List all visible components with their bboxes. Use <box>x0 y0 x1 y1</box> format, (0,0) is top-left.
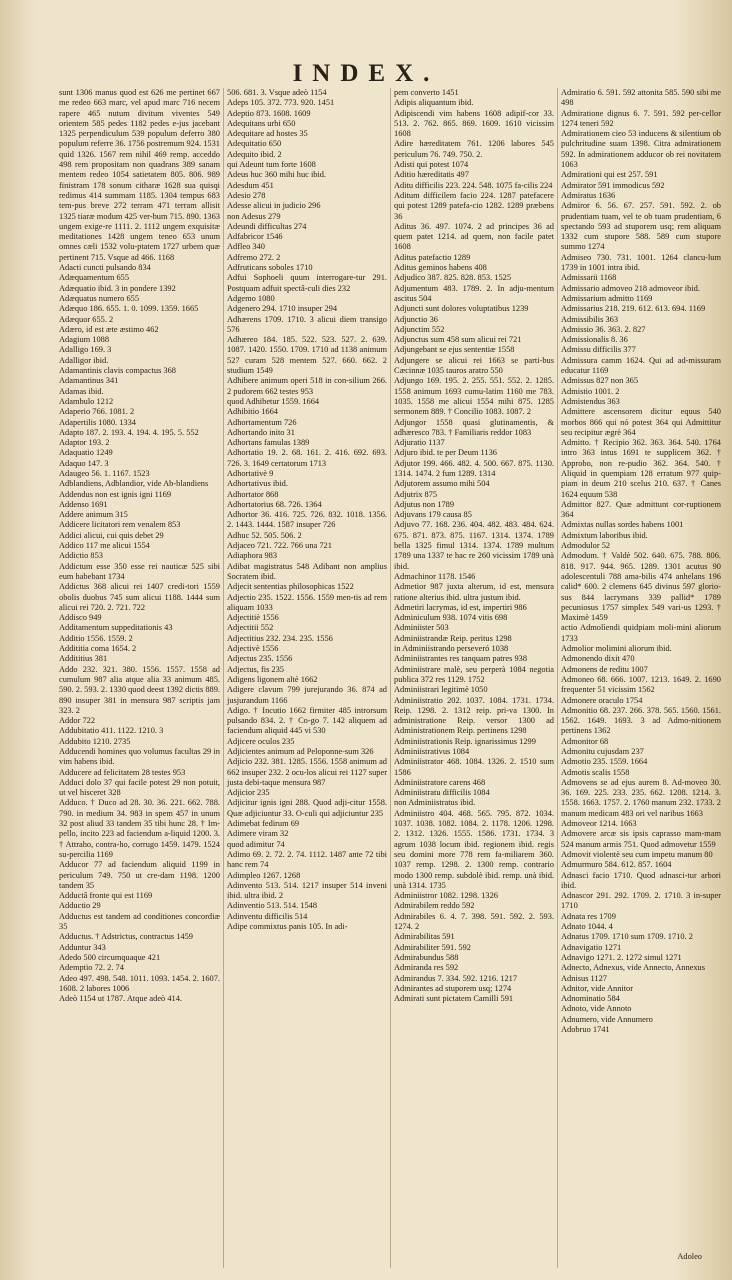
index-entry: Adhuc 52. 505. 506. 2 <box>227 530 302 540</box>
index-entry: Adigens ligonem altè 1662 <box>227 674 318 684</box>
index-entry: Adminiistror 1082. 1298. 1326 <box>394 891 498 901</box>
index-entry: Admodum. † Valdè 502. 640. 675. 788. 806. 818. 917. 944. 965. 1289. 1301 acutus 90 adolescentuli 788 ama-bilis 474 anhelans 196 calid* 600. 2 clemens 645 divinus 597 glorio-sus 844 lacrymans 339 pallid* 1789 pecuniosus 1757 simplex 549 vari-us 1293. † Maximè 1459 <box>561 551 721 623</box>
index-entry: Adnominatio 584 <box>561 994 620 1004</box>
index-entry: Adipiscendi vim habens 1608 adipif-cor 33. 513. 2. 762. 865. 869. 1609. 1610 vicissim 1608 <box>394 108 554 139</box>
index-entry: 506. 681. 3. Vsque adeò 1154 <box>227 88 327 97</box>
index-entry: Admiratus 1636 <box>561 190 616 200</box>
index-entry: Adjudico 387. 825. 828. 853. 1525 <box>394 273 512 283</box>
index-entry: Admirantes ad stuporem usq; 1274 <box>394 983 512 993</box>
index-entry: Addictum esse 350 esse rei nauticæ 525 sibi eum habebant 1734 <box>59 561 220 581</box>
index-entry: qui Adeunt tum forte 1608 <box>227 160 316 170</box>
index-entry: Adjuncti sunt dolores voluptatibus 1239 <box>394 304 529 314</box>
index-entry: Adimere viram 32 <box>227 829 289 839</box>
index-entry: Adinvento 513. 514. 1217 insuper 514 inveni ibid. ultra ibid. 2 <box>227 880 387 901</box>
index-entry: Addor 722 <box>59 716 96 726</box>
index-entry: Adhortando inito 31 <box>227 427 295 437</box>
index-entry: Addenso 1691 <box>59 499 108 509</box>
index-entry: Adequitatio 650 <box>227 139 282 149</box>
index-entry: Adminiistrator 468. 1084. 1326. 2. 1510 sum 1586 <box>394 757 554 777</box>
index-entry: Admotio 235. 1559. 1664 <box>561 757 648 767</box>
index-entry: Adedo 500 circumquaque 421 <box>59 952 161 962</box>
index-entry: Adæquatus numero 655 <box>59 293 140 303</box>
index-entry: Admitto. † Recipio 362. 363. 364. 540. 1764 intro 363 intus 1691 te supplicem 362. † Approbo, non re-pudio 362. 364. 540. † Aliquid in quempiam 128 erratum 977 quip-piam in deum 210 scelus 210. 637. † Canes 1624 equum 538 <box>561 438 721 499</box>
index-entry: Additamentum suppeditationis 43 <box>59 623 173 633</box>
index-entry: Adductâ fronte qui est 1169 <box>59 891 153 901</box>
index-entry: Admittor 827. Quæ admittunt cor-ruptionem 364 <box>561 499 721 520</box>
index-entry: Addo 232. 321. 380. 1556. 1557. 1558 ad cumulum 987 alia atque alia 33 animum 485. 590. 2. 593. 2. 1330 quod deest 1392 dictis 889. 890 insuper 381 in mensura 987 scriptis jam 323. 2 <box>59 664 220 715</box>
index-entry: Adjicientes animum ad Peloponne-sum 326 <box>227 747 374 756</box>
index-entry: Adesse alicui in judicio 296 <box>227 201 321 211</box>
index-entry: Admistio 1001. 2 <box>561 386 620 396</box>
index-entry: Adigere clavum 799 jurejurando 36. 874 ad jusjurandum 1166 <box>227 685 387 705</box>
index-entry: Adjectitiè 1556 <box>227 613 279 623</box>
index-entry: Adminiculum 938. 1074 vitis 698 <box>394 613 508 623</box>
index-entry: Adalligor ibid. <box>59 355 109 365</box>
index-entry: Adnavigo 1271. 2. 1272 simul 1271 <box>561 952 682 962</box>
index-entry: non Adesus 279 <box>227 211 281 221</box>
index-entry: Adiaphora 983 <box>227 551 278 561</box>
index-entry: Adjunctus sum 458 sum alicui rei 721 <box>394 335 522 345</box>
index-entry: Adjumentum 483. 1789. 2. In adju-mentum ascitus 504 <box>394 283 554 303</box>
index-entry: Adductus est tandem ad conditiones concordiæ 35 <box>59 911 220 932</box>
index-entry: Adæquo 186. 655. 1. 0. 1099. 1359. 1665 <box>59 304 199 314</box>
index-entry: Adduco. † Duco ad 28. 30. 36. 221. 662. 788. 790. in medium 34. 983 in spem 457 in unum 32 post aliud 33 tandem 35 tibi hunc 28. † Im-pello, incito 223 ad faciendum a-liquid 1200. 3. † Attraho, contra-ho, corrugo 1459. 1479. 1524 su-percilia 1169 <box>59 798 220 859</box>
index-entry: Aditus patefactio 1289 <box>394 252 471 262</box>
index-entry: Aditio hæreditatis 497 <box>394 170 469 180</box>
index-entry: Adamas ibid. <box>59 386 104 396</box>
index-entry: Adjungor 1558 quasi glutinamentis, & adhæresco 783. † Familiaris reddor 1083 <box>394 417 554 437</box>
index-entry: Adducere ad felicitatem 28 testes 953 <box>59 767 186 777</box>
index-entry: Adjutorem assumo mihi 504 <box>394 479 490 489</box>
index-entry: Adnata res 1709 <box>561 911 616 921</box>
index-entry: Admistendus 363 <box>561 396 620 406</box>
index-entry: Adimpleo 1267. 1268 <box>227 870 301 880</box>
index-entry: Adjunctim 552 <box>394 324 445 334</box>
index-entry: Adire hæreditatem 761. 1206 labores 545 periculum 76. 749. 750. 2. <box>394 139 554 159</box>
index-entry: Adjectio 235. 1522. 1556. 1559 men-tis ad rem aliquam 1033 <box>227 592 387 612</box>
index-entry: Admissura camm 1624. Qui ad ad-missuram educatur 1169 <box>561 355 721 376</box>
index-entry: Admiseo 730. 731. 1001. 1264 clancu-lum 1739 in 1001 intra ibid. <box>561 252 721 273</box>
index-entry: Adhortator 868 <box>227 489 279 499</box>
index-entry: Adequito ibid. 2 <box>227 149 282 159</box>
index-entry: Adnecto, Adnexus, vide Annecto, Annexus <box>561 963 705 973</box>
index-entry: quod Adhibetur 1559. 1664 <box>227 396 320 406</box>
index-entry: Adhæreo 184. 185. 522. 523. 527. 2. 639. 1087. 1420. 1550. 1709. 1710 ad 1138 animum 527 curam 528 mentem 527. 660. 662. 2 studium 1549 <box>227 335 387 376</box>
index-entry: Admissus 827 non 365 <box>561 376 639 386</box>
index-entry: Adjectitii 552 <box>227 623 274 633</box>
index-entry: Admiratio 6. 591. 592 attonita 585. 590 sibi me 498 <box>561 88 721 108</box>
index-entry: Admirator 591 immodicus 592 <box>561 180 665 190</box>
index-entry: Adequitare ad hostes 35 <box>227 129 308 139</box>
index-entry: Adfruticans soboles 1710 <box>227 263 313 273</box>
index-entry: Adapertilis 1080. 1334 <box>59 417 136 427</box>
index-column-3 <box>390 88 557 1268</box>
index-entry: Adhibere animum operi 518 in con-silium 266. 2 pudorem 662 testes 953 <box>227 376 387 396</box>
index-entry: Adæro, id est æte æstimo 462 <box>59 324 159 334</box>
index-entry: Adjectitius 232. 234. 235. 1556 <box>227 633 333 643</box>
index-entry: Addico 117 me alicui 1554 <box>59 541 150 551</box>
index-entry: Adibat magistratus 548 Adibant non amplius Socratem ibid. <box>227 561 387 581</box>
index-entry: Adminiister 503 <box>394 623 449 633</box>
index-entry: Adgemo 1080 <box>227 293 275 303</box>
index-entry: non Adminiistratus ibid. <box>394 798 476 808</box>
index-entry: Admissarii 1168 <box>561 273 617 283</box>
index-entry: Admirationi qui est 257. 591 <box>561 170 658 180</box>
index-entry: Adduci dolo 37 qui facile potest 29 non potuit, ut vel hisceret 328 <box>59 777 220 798</box>
index-entry: in Adminiistrando perseveró 1038 <box>394 644 509 654</box>
index-entry: Admonitu cujusdam 237 <box>561 747 644 756</box>
index-entry: Adnatus 1709. 1710 sum 1709. 1710. 2 <box>561 932 693 942</box>
index-entry: Addititius 381 <box>59 654 108 664</box>
page-title: INDEX. <box>292 60 440 87</box>
index-entry: Adhærens 1709. 1710. 3 alicui diem transigo 576 <box>227 314 387 334</box>
index-entry: Adminiistratore carens 468 <box>394 777 486 787</box>
index-entry: Adjutrix 875 <box>394 489 438 499</box>
index-entry: Adminiistrari legitimè 1050 <box>394 685 488 695</box>
index-entry: Adjicio 232. 381. 1285. 1556. 1558 animum ad 662 insuper 232. 2 ocu-los alicui rei 1127 super justa debi-taque mensura 987 <box>227 757 387 787</box>
index-entry: Adducendi homines quo volumus facultas 29 in vim habens ibid. <box>59 747 220 767</box>
index-entry: Ademptio 72. 2. 74 <box>59 963 124 973</box>
index-entry: pem converto 1451 <box>394 88 459 97</box>
index-entry: Admissarium admitto 1169 <box>561 293 653 303</box>
index-entry: Adminiistratu difficilis 1084 <box>394 788 490 798</box>
index-entry: Adjicitur ignis igni 288. Quod adji-citur 1558. Quæ adjiciuntur 33. O-culi qui adjiciuntur 235 <box>227 798 387 818</box>
index-entry: Addititia coma 1654. 2 <box>59 644 137 654</box>
index-entry: Addicere licitatori rem venalem 853 <box>59 520 181 530</box>
index-entry: Adjicere oculos 235 <box>227 736 295 746</box>
index-entry: Admonens de reditu 1007 <box>561 664 648 674</box>
index-entry: Adfremo 272. 2 <box>227 252 281 262</box>
index-entry: Admissionalis 8. 36 <box>561 335 628 345</box>
index-entry: Admodulor 52 <box>561 541 611 551</box>
index-entry: Adductio 29 <box>59 901 101 911</box>
index-entry: Admiror 6. 56. 67. 257. 591. 592. 2. ob prudentiam tuam, vel te ob tuam prudentiam, 6 spectando 593 ad stuporem usq; rem aliquam 1332 cum stupore 588. 589 cum stupore summo 1274 <box>561 201 721 252</box>
index-entry: Adnisus 1127 <box>561 973 607 983</box>
index-entry: Admoveor 1214. 1663 <box>561 819 637 829</box>
index-entry: Admonitor 68 <box>561 736 609 746</box>
index-entry: Addendus non est ignis igni 1169 <box>59 489 172 499</box>
index-entry: Additio 1556. 1559. 2 <box>59 633 133 643</box>
index-entry: quod adimitur 74 <box>227 839 285 849</box>
index-entry: Adhortatorius 68. 726. 1364 <box>227 499 322 509</box>
index-entry: Adduntur 343 <box>59 942 106 952</box>
index-entry: Addubito 1210. 2735 <box>59 736 131 746</box>
index-entry: Addici alicui, cui quis debet 29 <box>59 530 164 540</box>
index-entry: Adimo 69. 2. 72. 2. 74. 1112. 1487 ante 72 tibi hanc rem 74 <box>227 849 387 870</box>
index-entry: Admittere ascensorem dicitur equus 540 morbos 866 qui nó potest 364 qui Admittitur seu recipitur ægrè 364 <box>561 407 721 437</box>
catchword: Adoleo <box>677 1252 702 1261</box>
index-entry: Admonendo dixit 470 <box>561 654 635 664</box>
index-entry: Admissarius 218. 219. 612. 613. 694. 1169 <box>561 304 706 314</box>
index-entry: Admetior 987 juxta alterum, id est, mensura ratione alterius ibid. ultra justum ibid. <box>394 582 554 602</box>
index-entry: Adjutor 199. 466. 482. 4. 500. 667. 875. 1130. 1314. 1474. 2 fum 1289. 1314 <box>394 458 554 478</box>
index-entry: Admirabiles 6. 4. 7. 398. 591. 592. 2. 593. 1274. 2 <box>394 911 554 932</box>
index-entry: Adambulo 1212 <box>59 396 114 406</box>
index-entry: Adhortatio 19. 2. 68. 161. 2. 416. 692. 693. 726. 3. 1649 certatorum 1713 <box>227 448 387 468</box>
index-entry: Adesio 278 <box>227 190 266 200</box>
index-entry: Adeptio 873. 1608. 1609 <box>227 108 311 118</box>
index-entry: Admissario admoveo 218 admoveor ibid. <box>561 283 700 293</box>
index-entry: Adfui Sophoeli quum interrogare-tur 291. Postquam adfuit spectâ-culi dies 232 <box>227 273 387 293</box>
index-entry: Admirandus 7. 334. 592. 1216. 1217 <box>394 973 518 983</box>
index-entry: Admoneo 68. 666. 1007. 1213. 1649. 2. 1690 frequenter 51 vicissim 1562 <box>561 674 721 695</box>
index-entry: Adminiistrationis Reip. ignarissimus 1299 <box>394 736 536 746</box>
index-entry: Adfabricor 1546 <box>227 232 283 242</box>
index-entry: Adnoto, vide Annoto <box>561 1004 632 1014</box>
index-entry: Adhortativus ibid. <box>227 479 288 489</box>
index-entry: Adnato 1044. 4 <box>561 922 613 932</box>
index-entry: actio Admolìendi quidpiam moli-mini aliorum 1733 <box>561 623 721 643</box>
index-entry: Adaquo 147. 3 <box>59 458 109 468</box>
index-entry: Adnasci facio 1710. Quod adnasci-tur arbori ibid. <box>561 870 721 890</box>
index-entry: Adductus. † Adstrictus, contractus 1459 <box>59 932 193 942</box>
index-entry: Admirationem cieo 53 inducens & silentium ob pulchritudine suam 1398. Citra admirationem 592. In admirationem adducor ob rei novitatem 1063 <box>561 129 721 170</box>
index-entry: Adæquor 655. 2 <box>59 314 114 324</box>
index-entry: Adisti qui potest 1074 <box>394 160 469 170</box>
index-entry: Admonitio 68. 237. 266. 378. 565. 1560. 1561. 1562. 1649. 1693. 3 ad Admo-nitionem pertinens 1362 <box>561 705 721 736</box>
index-entry: Adobruo 1741 <box>561 1025 610 1035</box>
index-entry: Aditu difficilis 223. 224. 548. 1075 fa-cilis 224 <box>394 180 553 190</box>
index-entry: Adjicior 235 <box>227 788 270 798</box>
index-entry: Admotis scalis 1558 <box>561 767 630 777</box>
index-entry: Adinventu difficilis 514 <box>227 911 308 921</box>
index-entry: Adamantinus 341 <box>59 376 119 386</box>
index-entry: Adesdum 451 <box>227 180 274 190</box>
index-entry: Adnavigatio 1271 <box>561 942 622 952</box>
index-entry: Admirabundus 588 <box>394 952 459 962</box>
index-column-2 <box>223 88 390 1268</box>
index-entry: Admirati sunt pictatem Camilli 591 <box>394 994 514 1004</box>
index-entry: Adjecit sententias philosophicas 1522 <box>227 582 354 592</box>
index-entry: Adjectus 235. 1556 <box>227 654 293 664</box>
index-entry: Adminiistro 404. 468. 565. 795. 872. 1034. 1037. 1038. 1082. 1084. 2. 1178. 1206. 1298. 2. 1312. 1326. 1555. 1586. 1731. 1734. 3 agrum 1038 locum ibid. regionem ibid. regis seu domini more 778 rem fa-miliarem 360. 1037 remp. 1298. 2. 1300 remp. contrario modo 1300 remp. subdolè ibid. remp. unà ibid. unà 1314. 1735 <box>394 808 554 890</box>
index-entry: Adeo 497. 498. 548. 1011. 1093. 1454. 2. 1607. 1608. 2 labores 1006 <box>59 973 220 993</box>
index-entry: Adminiistrandæ Reip. peritus 1298 <box>394 633 512 643</box>
index-entry: Adæquamentum 655 <box>59 273 130 283</box>
index-entry: Admirabiliter 591. 592 <box>394 942 471 952</box>
index-entry: Adeundi difficultas 274 <box>227 221 307 231</box>
index-entry: Adgenero 294. 1710 insuper 294 <box>227 304 338 314</box>
index-entry: Admissibilis 363 <box>561 314 619 324</box>
index-entry: Admiranda res 592 <box>394 963 459 973</box>
index-entry: Adalligo 169. 3 <box>59 345 112 355</box>
index-entry: Admovit violentè seu cum impetu manum 80 <box>561 849 713 859</box>
index-entry: Adnascor 291. 292. 1709. 2. 1710. 3 in-super 1710 <box>561 891 721 911</box>
index-entry: Admirabilem reddo 592 <box>394 901 475 911</box>
index-entry: Adipis aliquantum ibid. <box>394 98 474 108</box>
index-entry: Adagium 1088 <box>59 335 110 345</box>
index-entry: Adamantinis clavis compactus 368 <box>59 366 176 376</box>
index-entry: Adjuvo 77. 168. 236. 404. 482. 483. 484. 624. 675. 871. 873. 875. 1167. 1314. 1374. 1789 bella 1325 fimul 1314. 1374. 1789 multum 1789 una 1337 te hac re 260 vicissim 1789 unà ibid. <box>394 520 554 571</box>
index-entry: Adhortamentum 726 <box>227 417 297 427</box>
index-entry: Adaperio 766. 1081. 2 <box>59 407 135 417</box>
index-entry: Admixtum laboribus ibid. <box>561 530 648 540</box>
index-column-4 <box>557 88 724 1268</box>
index-entry: Adjungo 169. 195. 2. 255. 551. 552. 2. 1285. 1558 animum 1693 cumu-latim 1160 me 783. 1035. 1558 me alicui 1554 mihi 875. 1285 sermonem 889. † Concilio 1083. 1087. 2 <box>394 376 554 417</box>
index-entry: Adfleo 340 <box>227 242 265 252</box>
index-entry: Aditum difficilem facio 224. 1287 patefacere qui potest 1289 patefa-cio 1282. 1289 præbens 36 <box>394 190 554 221</box>
index-entry: Admiratione dignus 6. 7. 591. 592 per-cellor 1274 teneri 592 <box>561 108 721 128</box>
index-entry: Adacti cuncti pulsando 834 <box>59 263 151 273</box>
index-entry: Adjectivè 1556 <box>227 644 279 654</box>
index-entry: Adjungebant se ejus sententiæ 1558 <box>394 345 515 355</box>
index-entry: Admissio 36. 363. 2. 827 <box>561 324 646 334</box>
index-entry: Adducor 77 ad faciendum aliquid 1199 in periculum 749. 750 ut cre-dam 1198. 1200 tandem 35 <box>59 860 220 890</box>
index-entry: Adæquatio ibid. 3 in pondere 1392 <box>59 283 176 293</box>
index-entry: Adinventio 513. 514. 1548 <box>227 901 318 911</box>
index-entry: Adjunctio 36 <box>394 314 438 324</box>
index-entry: sunt 1306 manus quod est 626 me pertinet 667 me redeo 663 marc, vel apud marc 716 necem rapere 465 nutum divitum viventes 549 orientem 585 pedes 1182 pedes e-jus jacebant 1325 perpendiculum 539 populum deferro 380 populum referre 36. 1756 postremum 924. 1531 quid 1326. 1567 rem nihil 469 remp. acceddo 498 rem propositam non quadrans 389 sanam mentem redeo 1054 satietatem 805. 806. 989 finistram 178 sonum citharæ 1628 sua quisqi redimus 414 summam 1185. 1304 tempus 683 tem-pus breve 272 terram 471 terram allisit 1325 tiaræ modum 425 ver-bum 715. 890. 1363 ungem exige-re 1111. 2. 1112 ungem exquisitæ meditationes 1428 ungem teneo 653 unum omnes cæli 1532 volu-ptatem 1727 urbem quæ pertinent 715. Vsque ad 466. 1168 <box>59 88 220 262</box>
index-entry: Adminiistratio 202. 1037. 1084. 1731. 1734. Reip. 1298. 2. 1312 reip. pri-va 1300. In administratione Reip. versor 1300 ad Administrationem Reip. pertinens 1298 <box>394 695 554 736</box>
index-entry: Admirabilitas 591 <box>394 932 455 942</box>
index-entry: Admonere oraculo 1754 <box>561 695 643 705</box>
index-entry: Addictio 853 <box>59 551 103 561</box>
index-entry: Admachinor 1178. 1546 <box>394 571 476 581</box>
index-entry: Adjuro ibid. te per Deum 1136 <box>394 448 497 458</box>
index-entry: Admurmuro 584. 612. 857. 1604 <box>561 860 672 870</box>
index-entry: Aditus geminos habens 408 <box>394 263 487 273</box>
index-entry: Adhortor 36. 416. 725. 726. 832. 1018. 1356. 2. 1443. 1444. 1587 insuper 726 <box>227 510 387 530</box>
index-entry: Adminiistrantes res tanquam patres 938 <box>394 654 528 664</box>
index-column-1 <box>56 88 223 1268</box>
index-entry: Aditus 36. 497. 1074. 2 ad principes 36 ad quem patet 1214. ad quem, non facile patet 1608 <box>394 221 554 252</box>
index-entry: Admixtas nullas sordes habens 1001 <box>561 520 684 530</box>
index-entry: Adhortans famulas 1389 <box>227 438 310 448</box>
index-entry: Admovere arcæ sis ipsis caprasso mam-mam 524 manum armis 751. Quod admovetur 1559 <box>561 829 721 849</box>
index-entry: Adminiistrare malè, seu perperà 1084 negotia publica 372 res 1129. 1752 <box>394 664 554 684</box>
index-columns <box>56 88 724 1268</box>
index-entry: Adeps 105. 372. 773. 920. 1451 <box>227 98 335 108</box>
index-entry: Adaptor 193. 2 <box>59 438 110 448</box>
index-entry: Adnumero, vide Annumero <box>561 1014 653 1024</box>
index-entry: Adequitans urbi 650 <box>227 118 296 128</box>
index-entry: Adimebat fedirum 69 <box>227 819 300 829</box>
index-entry: Admetiri lacrymas, id est, impertiri 986 <box>394 602 527 612</box>
index-entry: Admolior molimini aliorum ibid. <box>561 644 672 654</box>
index-entry: Adjaceo 721. 722. 766 una 721 <box>227 541 332 551</box>
index-entry: Adjutus non 1789 <box>394 499 455 509</box>
index-entry: Adaquatio 1249 <box>59 448 113 458</box>
index-entry: Adminiistrativus 1084 <box>394 747 470 756</box>
index-entry: Adeus huc 360 mihi huc ibid. <box>227 170 327 180</box>
index-entry: Admovens se ad ejus aurem 8. Ad-moveo 30. 36. 169. 225. 233. 235. 662. 1208. 1214. 3. 1558. 1663. 1757. 2. 1760 manum 232. 1733. 2 manum medicam 483 ori vel naribus 1663 <box>561 777 721 818</box>
index-entry: Adnitor, vide Annitor <box>561 983 634 993</box>
index-entry: Adigo. † Incutio 1662 firmiter 485 introrsum pulsando 834. 2. † Co-go 7. 142 aliquem ad faciendum aliquid 445 vi 530 <box>227 705 387 736</box>
index-entry: Adjuratio 1137 <box>394 438 445 448</box>
index-entry: Addisco 949 <box>59 613 102 623</box>
index-entry: Adaugeo 56. 1. 1167. 1523 <box>59 468 150 478</box>
index-entry: Adipe commixtus panis 105. In adi- <box>227 922 348 932</box>
index-entry: Adjectus, fis 235 <box>227 664 284 674</box>
index-entry: Adhibitio 1664 <box>227 407 278 417</box>
index-entry: Adjungere se alicui rei 1663 se parti-bus Cæcinnæ 1035 tauros aratro 550 <box>394 355 554 376</box>
index-entry: Adjuvans 179 causa 85 <box>394 510 472 520</box>
index-entry: Addictus 368 alicui rei 1407 credi-tori 1559 obolis duobus 745 sum alicui 1188. 1444 sum alicui rei 720. 2. 721. 722 <box>59 582 220 612</box>
index-entry: Adapto 187. 2. 193. 4. 194. 4. 195. 5. 552 <box>59 427 199 437</box>
index-entry: Addere animum 315 <box>59 510 128 520</box>
index-entry: Adblandiens, Adblandior, vide Ab-blandiens <box>59 479 209 489</box>
index-entry: Adhortativè 9 <box>227 468 274 478</box>
index-entry: Admissu difficilis 377 <box>561 345 636 355</box>
index-entry: Addubitatio 411. 1122. 1210. 3 <box>59 726 164 736</box>
index-entry: Adeò 1154 ut 1787. Atque adeò 414. <box>59 994 182 1004</box>
